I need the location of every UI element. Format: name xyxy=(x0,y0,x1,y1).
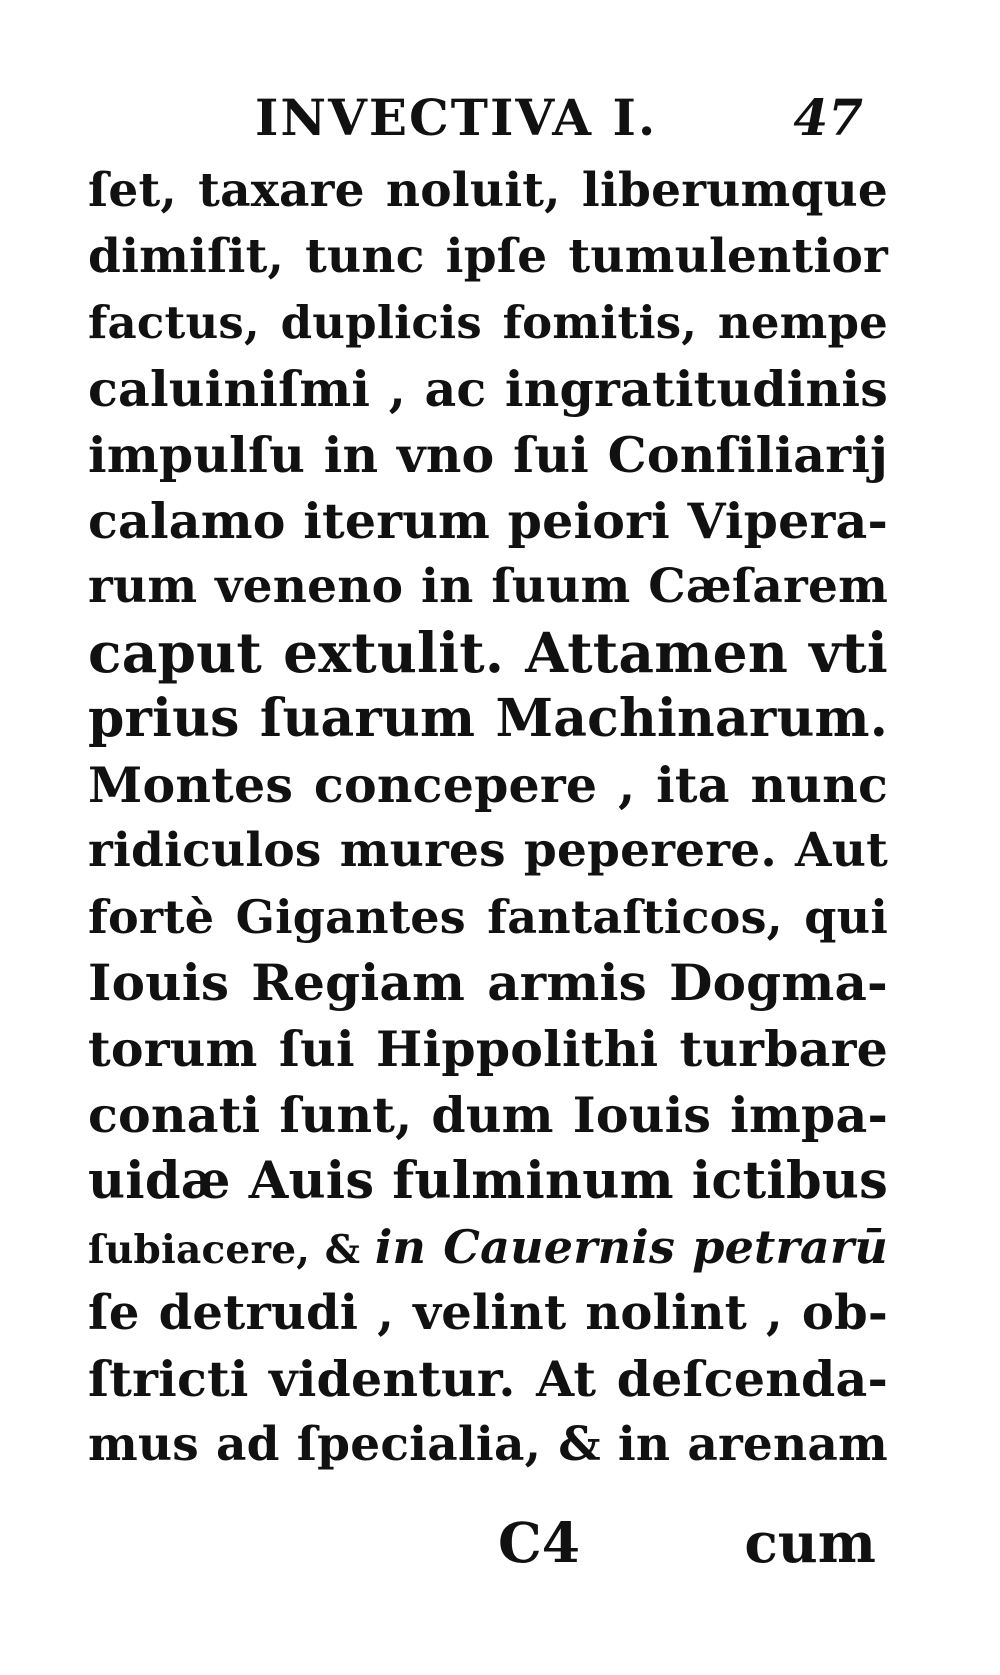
text-line: conati ſunt, dum Iouis impa- xyxy=(88,1086,888,1144)
text-line: ſet, taxare noluit, liberumque xyxy=(88,163,888,218)
text-line: impulſu in vno ſui Conſiliarij xyxy=(88,426,888,484)
text-line: torum ſui Hippolithi turbare xyxy=(88,1020,888,1078)
text-line: Montes concepere , ita nunc xyxy=(88,756,888,814)
text-line: mus ad ſpecialia, & in arenam xyxy=(88,1417,888,1472)
page-footer xyxy=(88,1510,888,1590)
italic-phrase: in Cauernis petrarū xyxy=(374,1220,888,1274)
running-title: INVECTIVA I. xyxy=(255,88,658,147)
page-number: 47 xyxy=(793,88,863,147)
text-line-with-italic xyxy=(88,1214,888,1280)
text-line: prius ſuarum Machinarum. xyxy=(88,688,888,749)
text-line: uidæ Auis fulminum ictibus xyxy=(88,1151,888,1211)
text-line: calamo iterum peiori Vipera- xyxy=(88,492,888,550)
text-line: caput extulit. Attamen vti xyxy=(88,620,888,685)
text-line: Iouis Regiam armis Dogma- xyxy=(88,953,888,1012)
text-line: fortè Gigantes fantaſticos, qui xyxy=(88,890,888,944)
text-line: ſtricti videntur. At deſcenda- xyxy=(88,1350,888,1408)
text-line: rum veneno in ſuum Cæſarem xyxy=(88,559,888,614)
text-line: dimiſit, tunc ipſe tumulentior xyxy=(88,229,888,284)
body-text xyxy=(88,158,888,1478)
running-head xyxy=(255,80,875,160)
signature-mark: C4 xyxy=(498,1510,581,1575)
text-line: caluiniſmi , ac ingratitudinis xyxy=(88,360,888,418)
catchword: cum xyxy=(744,1510,876,1575)
text-line-start: ſubiacere, & xyxy=(88,1227,375,1273)
text-line: factus, duplicis fomitis, nempe xyxy=(88,296,888,349)
text-line: ridiculos mures peperere. Aut xyxy=(88,823,888,878)
text-line: ſe detrudi , velint nolint , ob- xyxy=(88,1285,888,1341)
